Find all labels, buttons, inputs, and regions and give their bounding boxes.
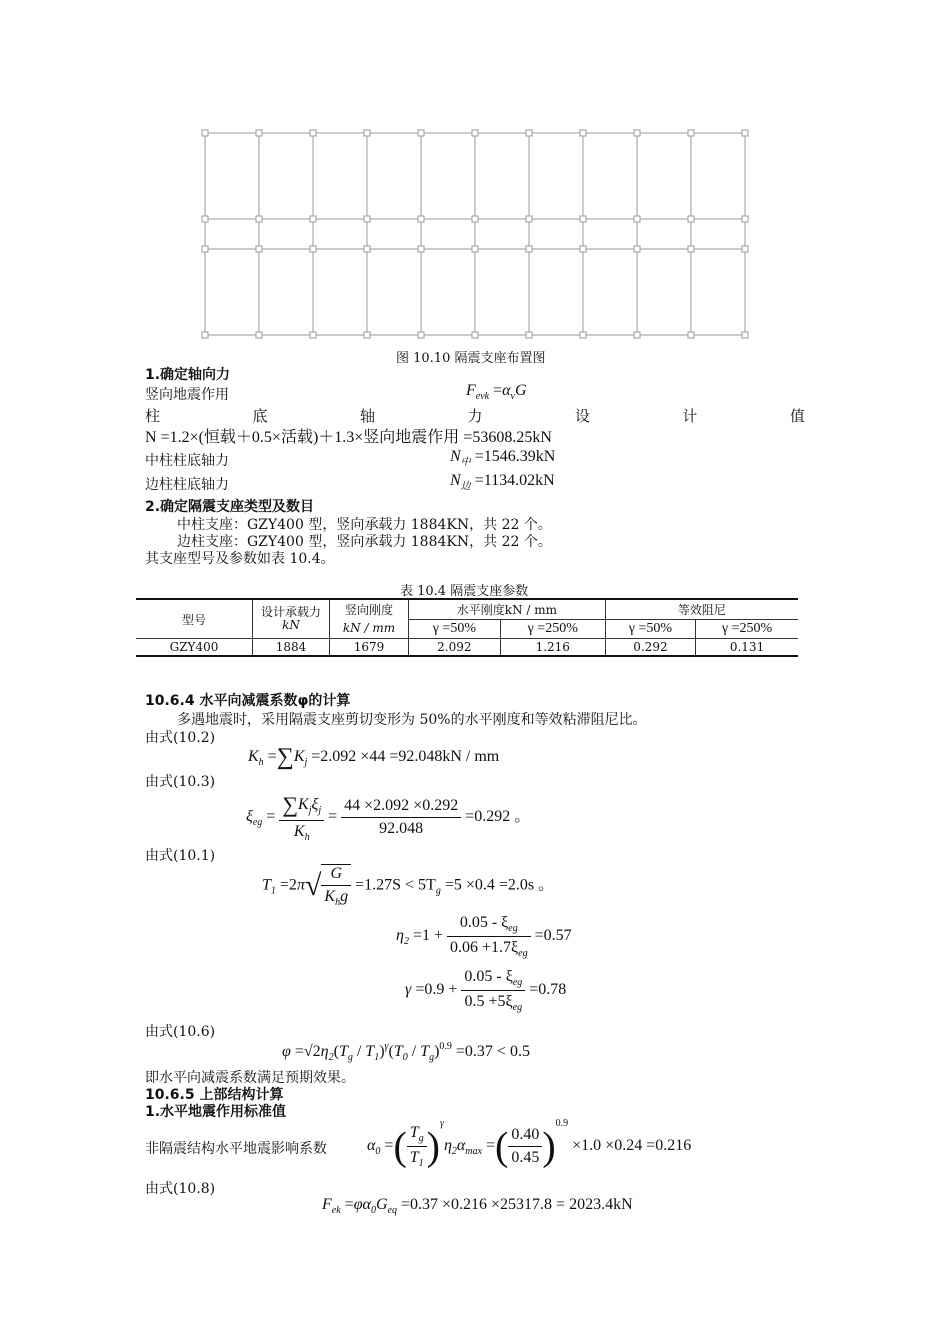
bearing-node xyxy=(742,130,748,136)
edge-column-label: 边柱柱底轴力 xyxy=(145,477,229,493)
bearing-node xyxy=(202,332,208,338)
bearing-node xyxy=(256,332,262,338)
header-vertical-stiffness: 竖向刚度 kN / mm xyxy=(330,599,409,639)
bearing-node xyxy=(364,216,370,222)
bearing-node xyxy=(256,216,262,222)
eq-ref-10-1: 由式(10.1) xyxy=(145,848,216,864)
cell: 0.131 xyxy=(696,639,798,657)
header-gamma-250: γ =250% xyxy=(500,620,605,639)
header-gamma-50: γ =50% xyxy=(605,620,695,639)
bearing-node xyxy=(202,246,208,252)
bearing-node xyxy=(742,216,748,222)
table-row xyxy=(136,639,798,657)
bearing-node xyxy=(526,216,532,222)
bearing-node xyxy=(580,332,586,338)
bearing-node xyxy=(202,216,208,222)
bearing-layout-figure xyxy=(195,125,755,341)
bearing-node xyxy=(256,130,262,136)
bearing-node xyxy=(526,246,532,252)
axial-force-formula: N =1.2×(恒载＋0.5×活载)＋1.3×竖向地震作用 =53608.25kN xyxy=(145,429,552,446)
header-horizontal-stiffness: 水平刚度kN / mm xyxy=(409,599,606,620)
conclusion-text: 即水平向减震系数满足预期效果。 xyxy=(145,1070,355,1086)
bearing-node xyxy=(526,332,532,338)
subsection-title-seismic-action: 1.水平地震作用标准值 xyxy=(145,1104,287,1120)
char: 值 xyxy=(789,407,805,425)
char: 柱 xyxy=(145,407,161,425)
bearing-node xyxy=(526,130,532,136)
bearing-node xyxy=(364,246,370,252)
header-capacity: 设计承载力 kN xyxy=(253,599,330,639)
mid-column-label: 中柱柱底轴力 xyxy=(145,453,229,469)
bearing-node xyxy=(580,130,586,136)
cell: GZY400 xyxy=(136,639,253,657)
bearing-node xyxy=(418,216,424,222)
header-model: 型号 xyxy=(136,599,253,639)
cell: 1884 xyxy=(253,639,330,657)
bearing-node xyxy=(418,130,424,136)
phi-formula: $\varphi =√2\eta_2(T_g / T_1)^\gamma(T_0 / T_g)^{0.9} =0.37 < 0.5$ xyxy=(282,1041,530,1063)
edge-column-value: $N_边 =1134.02kN$ xyxy=(450,472,555,492)
bearing-node xyxy=(310,332,316,338)
mid-bearing-text: 中柱支座：GZY400 型，竖向承载力 1884KN，共 22 个。 xyxy=(177,517,552,533)
section-title-superstructure: 10.6.5 上部结构计算 xyxy=(145,1087,284,1103)
xi-formula: $\xi_{eg}$ = $\frac{\sum K_j\xi_j}{K_h}$ = $\frac{44 \times 2.092 \times 0.292}{92.048}$ =0.292 。 xyxy=(246,792,531,843)
bearing-node xyxy=(310,216,316,222)
cell: 1679 xyxy=(330,639,409,657)
bearing-node xyxy=(688,246,694,252)
eta2-formula: $\eta_2 =1$ + $\frac{0.05 - \xi_{eg}}{0.06 +1.7\xi_{eg}}$ =0.57 xyxy=(396,914,572,959)
bearing-node xyxy=(364,332,370,338)
bearing-node xyxy=(310,130,316,136)
bearing-node xyxy=(580,246,586,252)
bearing-node xyxy=(472,216,478,222)
table-reference-text: 其支座型号及参数如表 10.4。 xyxy=(145,551,335,567)
cell: 0.292 xyxy=(605,639,695,657)
eq-ref-10-6: 由式(10.6) xyxy=(145,1024,216,1040)
char: 力 xyxy=(467,407,483,425)
bearing-node xyxy=(202,130,208,136)
bearing-node xyxy=(634,216,640,222)
char: 计 xyxy=(682,407,698,425)
bearing-node xyxy=(742,332,748,338)
grid-lines xyxy=(205,133,745,335)
bearing-node xyxy=(580,216,586,222)
header-gamma-250: γ =250% xyxy=(696,620,798,639)
header-equivalent-damping: 等效阻尼 xyxy=(605,599,798,620)
bearing-node xyxy=(742,246,748,252)
cell: 1.216 xyxy=(500,639,605,657)
section-title-axial-force: 1.确定轴向力 xyxy=(145,367,231,383)
edge-bearing-text: 边柱支座：GZY400 型，竖向承载力 1884KN，共 22 个。 xyxy=(177,534,552,550)
bearing-node xyxy=(634,246,640,252)
bearing-node xyxy=(472,332,478,338)
figure-caption: 图 10.10 隔震支座布置图 xyxy=(396,351,546,366)
bearing-node xyxy=(688,216,694,222)
bearing-node xyxy=(310,246,316,252)
bearing-node xyxy=(364,130,370,136)
bearing-node xyxy=(688,332,694,338)
char: 轴 xyxy=(359,407,375,425)
alpha-formula: $\alpha_0$ =( $\frac{T_g}{T_1}$ )$^\gamma\eta_2\alpha_{max}$ =( $\frac{0.40}{0.45}$ )$^{0.9}$ ×1.0 ×0.24 =0.216 xyxy=(367,1118,692,1169)
bearing-node xyxy=(418,332,424,338)
vertical-seismic-label: 竖向地震作用 xyxy=(145,387,229,403)
table-caption: 表 10.4 隔震支座参数 xyxy=(400,584,529,599)
section-title-reduction-coefficient: 10.6.4 水平向减震系数φ的计算 xyxy=(145,693,351,709)
eq-ref-10-8: 由式(10.8) xyxy=(145,1181,216,1197)
bearing-node xyxy=(688,130,694,136)
vertical-seismic-formula: $F_{evk} =\alpha_vG$ xyxy=(466,382,527,402)
mid-column-value: $N_中 =1546.39kN$ xyxy=(450,448,556,468)
bearing-node xyxy=(472,246,478,252)
t1-formula: $T_1 =2\pi√$ $\frac{G}{K_hg}$ $=1.27S < 5T_g =5 \times 0.4 =2.0s$ 。 xyxy=(262,865,555,908)
section-title-bearing-type: 2.确定隔震支座类型及数目 xyxy=(145,499,315,515)
header-gamma-50: γ =50% xyxy=(409,620,501,639)
eq-ref-10-2: 由式(10.2) xyxy=(145,730,216,746)
char: 设 xyxy=(574,407,590,425)
bearing-parameters-table xyxy=(136,598,798,657)
fek-formula: $F_{ek} =\varphi\alpha_0G_{eq} =0.37 \times 0.216 \times 25317.8 = 2023.4kN$ xyxy=(322,1196,633,1216)
alpha-label: 非隔震结构水平地震影响系数 xyxy=(145,1141,327,1157)
kh-formula: $K_h =\sum K_j =2.092 \times 44 =92.048kN$ / mm xyxy=(248,744,500,770)
design-value-heading xyxy=(145,405,805,426)
bearing-node xyxy=(634,130,640,136)
bearing-node xyxy=(472,130,478,136)
bearing-node xyxy=(418,246,424,252)
bearing-node xyxy=(634,332,640,338)
eq-ref-10-3: 由式(10.3) xyxy=(145,774,216,790)
intro-text: 多遇地震时，采用隔震支座剪切变形为 50%的水平刚度和等效粘滞阻尼比。 xyxy=(177,712,647,728)
cell: 2.092 xyxy=(409,639,501,657)
gamma-formula: γ =0.9 + $\frac{0.05 - \xi_{eg}}{0.5 +5\xi_{eg}}$ =0.78 xyxy=(405,968,567,1013)
char: 底 xyxy=(252,407,268,425)
bearing-node xyxy=(256,246,262,252)
